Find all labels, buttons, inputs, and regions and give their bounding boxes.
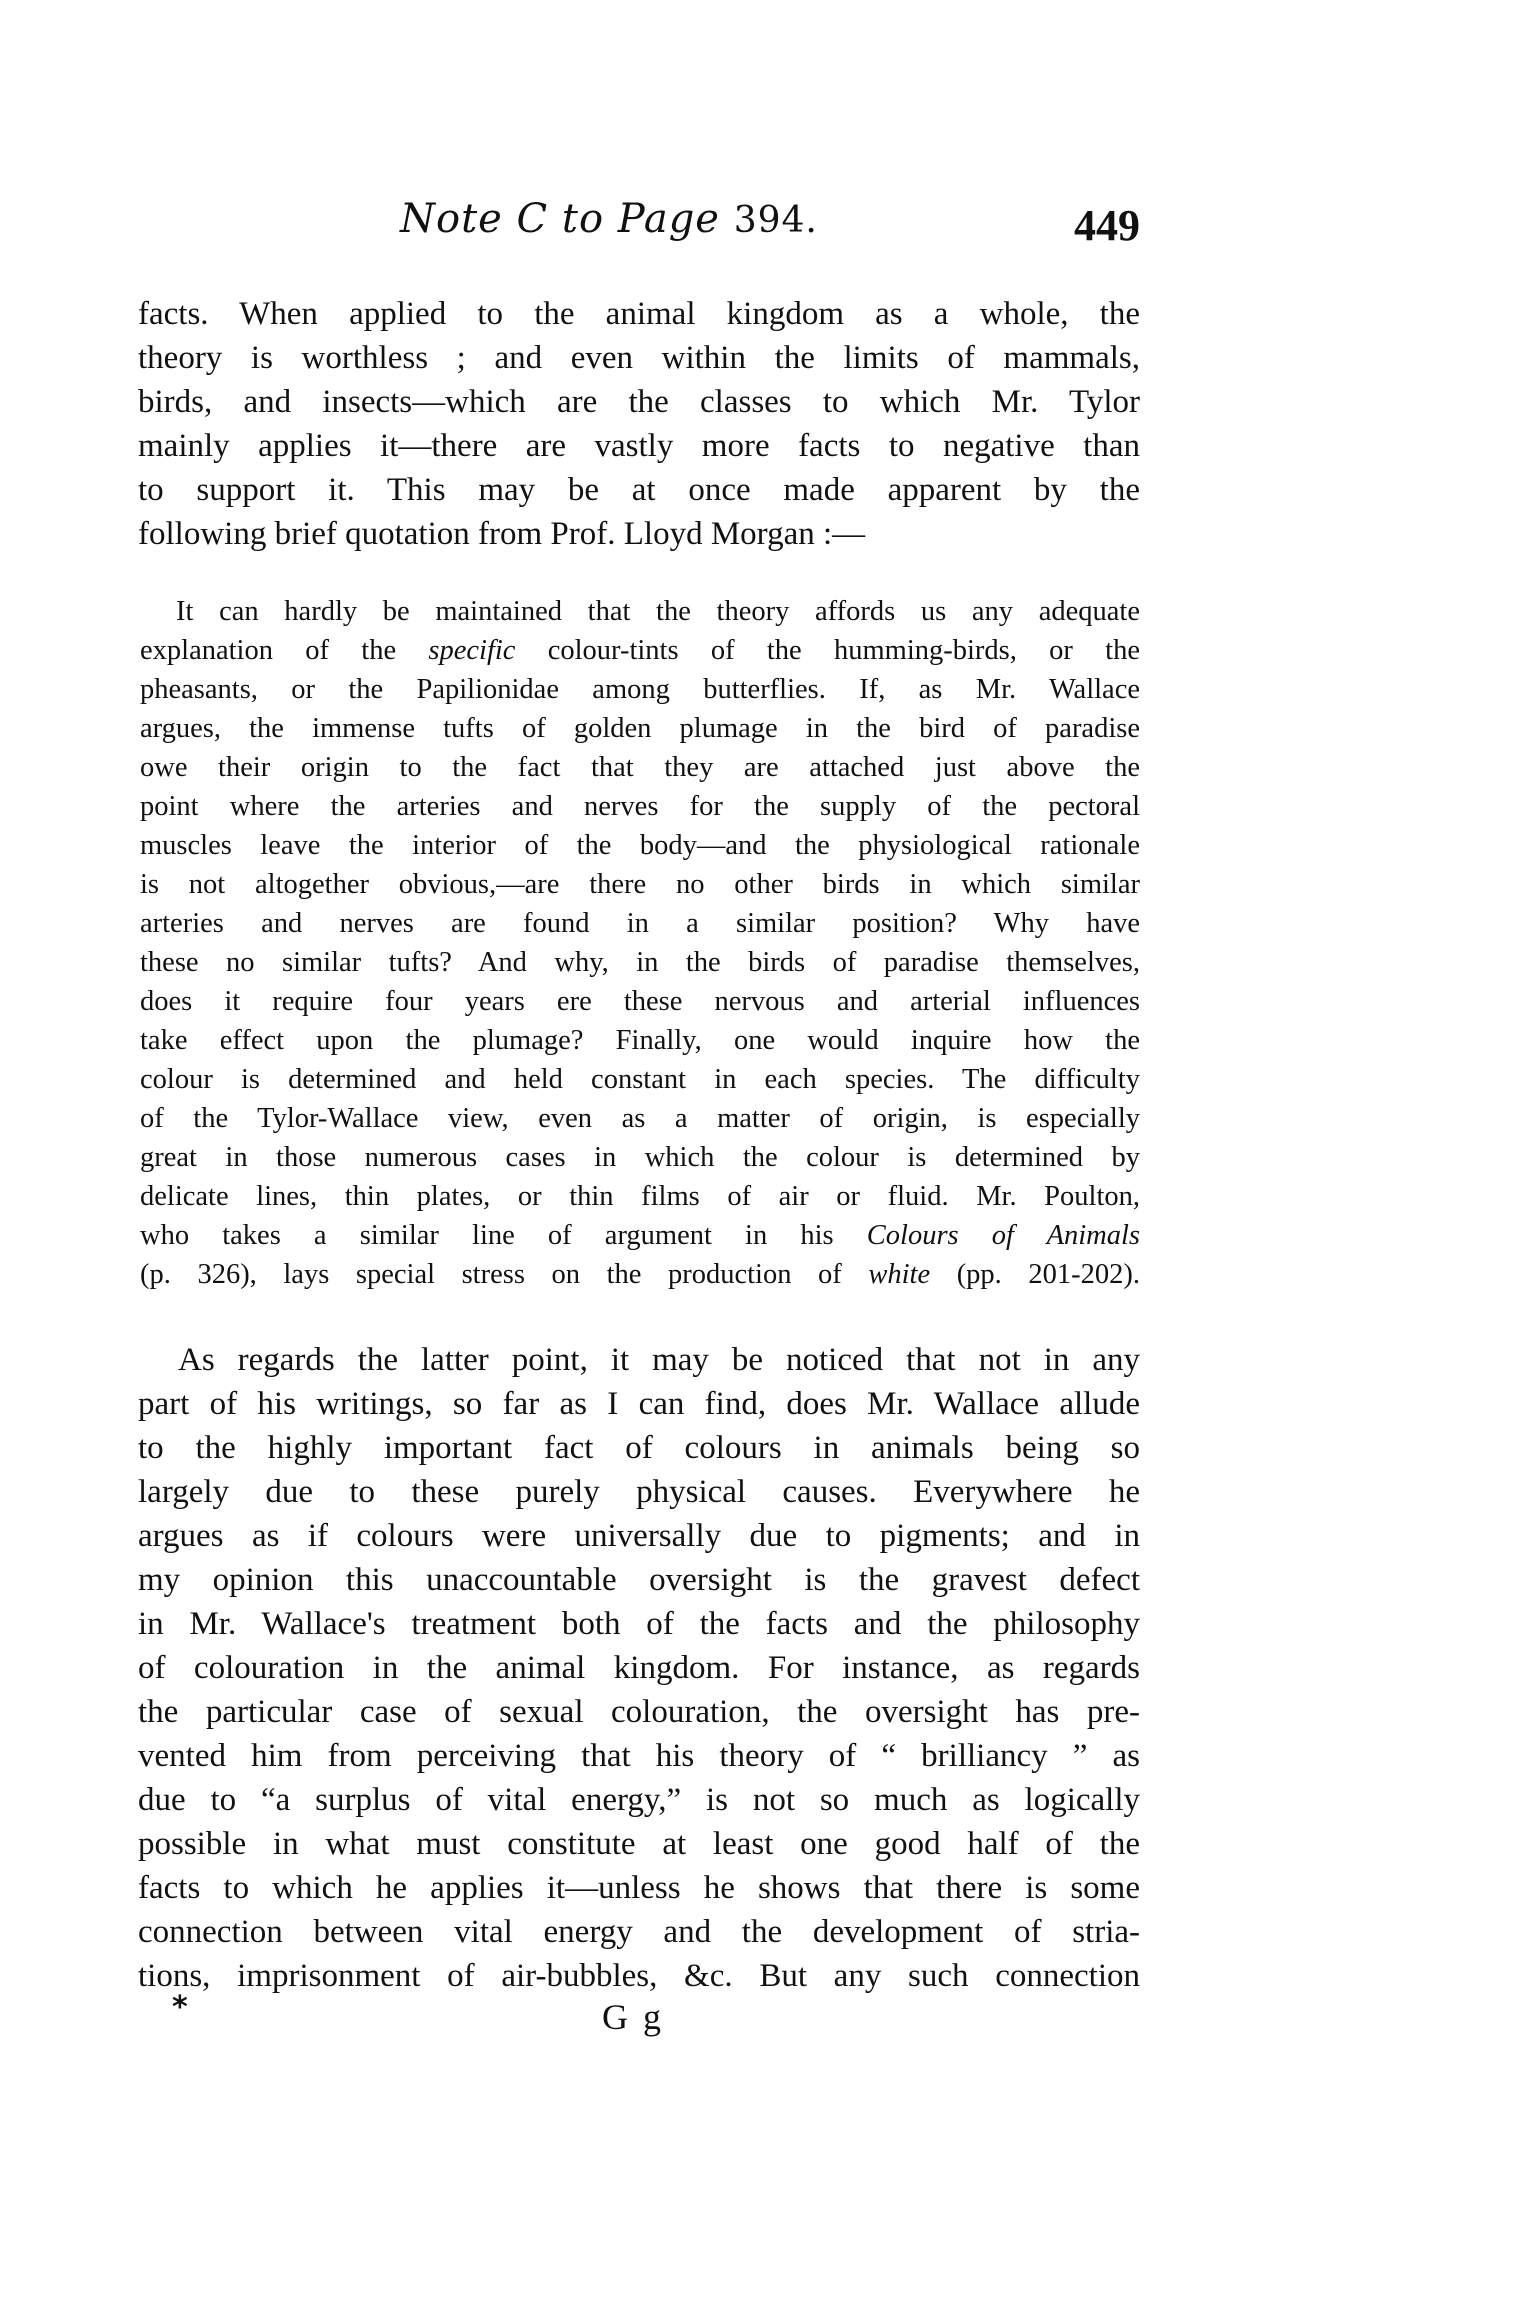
italic-term: specific [428,635,516,666]
text-line: facts to which he applies it—unless he shows that there is some [138,1870,1140,1906]
text-line: part of his writings, so far as I can find, does Mr. Wallace allude [138,1386,1140,1422]
text-line: As regards the latter point, it may be noticed that not in any [178,1342,1140,1378]
text-line: tions, imprisonment of air-bubbles, &c. But any such connection [138,1958,1140,1994]
text-line: due to “a surplus of vital energy,” is not so much as logically [138,1782,1140,1818]
text-line: vented him from perceiving that his theory of “ brilliancy ” as [138,1738,1140,1774]
text-line: largely due to these purely physical causes. Everywhere he [138,1474,1140,1510]
referenced-page-number: 394. [733,200,818,241]
quote-line: It can hardly be maintained that the theory affords us any adequate [176,596,1140,627]
quote-line: argues, the immense tufts of golden plumage in the bird of paradise [140,713,1140,744]
quote-line: does it require four years ere these nervous and arterial influences [140,986,1140,1017]
quote-line: muscles leave the interior of the body—and the physiological rationale [140,830,1140,861]
quote-line: explanation of the specific colour-tints of the humming-birds, or the [140,635,1140,666]
text-line: following brief quotation from Prof. Lloyd Morgan :— [138,516,866,552]
text-line: in Mr. Wallace's treatment both of the facts and the philosophy [138,1606,1140,1642]
text-line: to support it. This may be at once made apparent by the [138,472,1140,508]
quote-line: owe their origin to the fact that they are attached just above the [140,752,1140,783]
italic-term: white [868,1259,931,1290]
text-line: facts. When applied to the animal kingdom as a whole, the [138,296,1140,332]
quote-line: (p. 326), lays special stress on the production of white (pp. 201-202). [140,1259,1140,1290]
quote-line: of the Tylor-Wallace view, even as a matter of origin, is especially [140,1103,1140,1134]
running-head [400,196,818,242]
page-number: 449 [1074,201,1140,250]
quote-line: colour is determined and held constant in each species. The difficulty [140,1064,1140,1095]
text-line: of colouration in the animal kingdom. For instance, as regards [138,1650,1140,1686]
signature-mark: G g [602,1997,664,2037]
text-line: connection between vital energy and the development of stria- [138,1914,1140,1950]
text-line: my opinion this unaccountable oversight is the gravest defect [138,1562,1140,1598]
text-line: theory is worthless ; and even within the limits of mammals, [138,340,1140,376]
quote-line: who takes a similar line of argument in his Colours of Animals [140,1220,1140,1251]
italic-term: Colours of Animals [866,1220,1140,1251]
quote-line: take effect upon the plumage? Finally, one would inquire how the [140,1025,1140,1056]
text-line: mainly applies it—there are vastly more facts to negative than [138,428,1140,464]
quote-line: great in those numerous cases in which the colour is determined by [140,1142,1140,1173]
text-line: argues as if colours were universally due to pigments; and in [138,1518,1140,1554]
quote-line: pheasants, or the Papilionidae among butterflies. If, as Mr. Wallace [140,674,1140,705]
running-title: Note C to Page [400,196,720,242]
text-line: to the highly important fact of colours in animals being so [138,1430,1140,1466]
quote-line: point where the arteries and nerves for the supply of the pectoral [140,791,1140,822]
asterisk-mark: * [172,1990,188,2025]
text-line: birds, and insects—which are the classes to which Mr. Tylor [138,384,1140,420]
text-line: the particular case of sexual colouration, the oversight has pre- [138,1694,1140,1730]
text-line: possible in what must constitute at least one good half of the [138,1826,1140,1862]
quote-line: delicate lines, thin plates, or thin films of air or fluid. Mr. Poulton, [140,1181,1140,1212]
quote-line: arteries and nerves are found in a similar position? Why have [140,908,1140,939]
quote-line: these no similar tufts? And why, in the birds of paradise themselves, [140,947,1140,978]
quote-line: is not altogether obvious,—are there no other birds in which similar [140,869,1140,900]
